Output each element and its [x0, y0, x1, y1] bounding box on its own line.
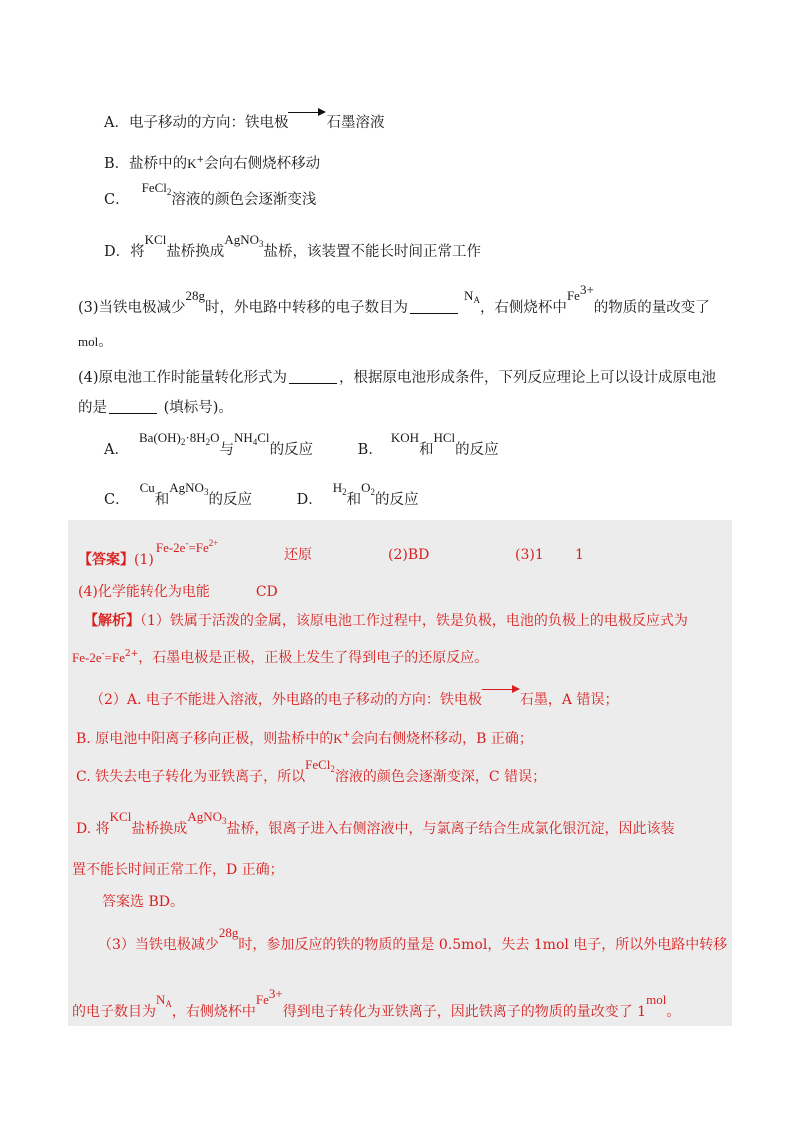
ion-formula: K	[187, 156, 197, 171]
option-letter: C．	[104, 492, 130, 508]
analysis-line-7	[72, 860, 284, 880]
option-d	[104, 232, 481, 266]
ion-formula: K	[333, 731, 343, 746]
option-text: 和	[419, 442, 434, 458]
option-text: 的反应	[269, 442, 314, 458]
chem-formula: HCl	[433, 430, 456, 445]
option-letter: C．	[104, 192, 130, 208]
analysis-text: C. 铁失去电子转化为亚铁离子，所以	[76, 769, 306, 785]
q4-options-cd	[104, 480, 419, 514]
option-text: 会向右侧烧杯移动	[204, 156, 321, 172]
chem-subscript: A	[473, 295, 480, 305]
option-letter: D．	[296, 492, 323, 508]
answer-line-1	[78, 538, 584, 570]
option-text: 的反应	[455, 442, 499, 458]
analysis-line-9	[98, 925, 728, 955]
chem-subscript: 2	[342, 487, 347, 497]
option-b	[104, 150, 320, 174]
chem-subscript: 2	[180, 437, 186, 447]
question-3	[78, 282, 710, 322]
chem-formula: KCl	[109, 809, 132, 824]
chem-formula: FeCl	[141, 180, 167, 195]
chem-formula: FeCl	[305, 757, 331, 772]
analysis-line-1	[84, 611, 688, 631]
option-text: 的反应	[374, 492, 419, 508]
analysis-line-6	[76, 809, 675, 843]
chem-formula: O	[361, 480, 371, 495]
q4-options-ab	[104, 430, 499, 464]
equation: Fe-2e	[72, 650, 102, 665]
question-text: (4)原电池工作时能量转化形式为	[78, 370, 288, 386]
answer-blank[interactable]	[289, 369, 337, 384]
chem-formula: Ba(OH)	[138, 430, 181, 445]
chem-formula: ·8H	[185, 430, 206, 445]
chem-subscript: 2	[330, 764, 335, 774]
option-a	[104, 108, 384, 133]
ion-formula: Fe	[566, 288, 580, 303]
answer-text: (3)1	[515, 547, 544, 563]
chem-formula: Cu	[139, 480, 155, 495]
option-letter: B．	[357, 442, 383, 458]
answer-text: CD	[255, 584, 278, 600]
answer-text: (1)	[134, 552, 154, 568]
analysis-text: 会向右侧烧杯移动，B 正确；	[350, 731, 533, 747]
right-arrow-icon	[288, 108, 326, 124]
analysis-text: （3）当铁电极减少	[98, 937, 219, 953]
option-text: 盐桥换成	[166, 244, 225, 260]
chem-subscript: 2	[370, 487, 375, 497]
analysis-line-10	[72, 986, 681, 1026]
analysis-text: （2）A. 电子不能进入溶液，外电路的电子移动的方向：铁电极	[90, 692, 482, 708]
chem-formula: AgNO	[169, 480, 204, 495]
analysis-text: （1）铁属于活泼的金属，该原电池工作过程中，铁是负极，电池的负极上的电极反应式为	[140, 613, 688, 629]
option-text: 将	[130, 244, 145, 260]
analysis-line-8	[102, 892, 184, 912]
chem-formula: Cl	[257, 430, 270, 445]
avogadro-symbol: N	[156, 992, 166, 1007]
chem-formula: KOH	[390, 430, 419, 445]
chem-subscript: 2	[205, 437, 211, 447]
question-4	[78, 368, 716, 388]
chem-formula: O	[210, 430, 220, 445]
analysis-text: ，右侧烧杯中	[171, 1004, 256, 1020]
question-text: 的是	[78, 400, 107, 416]
answer-tag: 【答案】	[78, 552, 134, 568]
option-text: 和	[154, 492, 170, 508]
question-text: ，根据原电池形成条件，下列反应理论上可以设计成原电池	[339, 370, 717, 386]
punctuation: 。	[666, 1004, 681, 1020]
equation: =Fe	[104, 650, 125, 665]
question-3-unit-line	[78, 332, 113, 352]
question-text: 时，外电路中转移的电子数目为	[205, 300, 409, 316]
analysis-text: 盐桥换成	[131, 821, 188, 837]
chem-subscript: 3	[258, 239, 264, 249]
mass-value: 28g	[218, 925, 239, 940]
right-arrow-icon	[482, 685, 520, 701]
chem-subscript: A	[165, 999, 172, 1009]
analysis-text: 溶液的颜色会逐渐变深，C 错误；	[334, 769, 547, 785]
chem-subscript: 4	[252, 437, 258, 447]
analysis-text: 盐桥，银离子进入右侧溶液中，与氯离子结合生成氯化银沉淀，因此该装	[226, 821, 675, 837]
charge: -	[185, 538, 189, 548]
punctuation: 。	[98, 334, 113, 350]
unit-label: mol	[646, 992, 667, 1007]
equation: Fe-2e	[155, 540, 186, 555]
option-text: 与	[219, 442, 234, 458]
answer-text: 1	[575, 547, 584, 563]
answer-line-2	[78, 582, 278, 602]
option-letter: D．	[104, 244, 131, 260]
chem-subscript: 3	[221, 816, 227, 826]
analysis-line-3	[90, 685, 618, 710]
mass-value: 28g	[185, 288, 206, 303]
charge: 3+	[268, 986, 283, 1001]
charge: -	[101, 649, 105, 659]
ion-charge: +	[196, 155, 205, 165]
ion-charge: 3+	[579, 282, 594, 297]
charge: +	[342, 730, 351, 740]
chem-formula: H	[332, 480, 343, 495]
analysis-text: B. 原电池中阳离子移向正极，则盐桥中的	[76, 731, 334, 747]
question-4-line2	[78, 398, 233, 418]
option-c	[104, 180, 317, 214]
option-text: 溶液的颜色会逐渐变浅	[171, 192, 317, 208]
analysis-line-4	[76, 725, 533, 749]
analysis-text: 的电子数目为	[72, 1004, 156, 1020]
chem-formula: KCl	[144, 232, 167, 247]
analysis-text: D. 将	[76, 821, 110, 837]
chem-subscript: 2	[166, 187, 172, 197]
chem-subscript: 3	[203, 487, 209, 497]
chem-formula: NH	[233, 430, 253, 445]
question-text: ，右侧烧杯中	[479, 300, 567, 316]
analysis-text: 时，参加反应的铁的物质的量是 0.5mol，失去 1mol 电子，所以外电路中转移	[238, 937, 728, 953]
answer-text: (4)化学能转化为电能	[78, 584, 210, 600]
option-text: 石墨溶液	[326, 115, 385, 131]
question-text: 的物质的量改变了	[593, 300, 710, 316]
option-text: 的反应	[208, 492, 252, 508]
answer-text: (2)BD	[388, 547, 430, 563]
chem-formula: AgNO	[187, 809, 222, 824]
option-text: 盐桥，该装置不能长时间正常工作	[263, 244, 481, 260]
charge: 2+	[125, 649, 139, 659]
unit-label: mol	[78, 334, 99, 349]
analysis-text: 置不能长时间正常工作，D 正确；	[72, 862, 284, 878]
analysis-text: 得到电子转化为亚铁离子，因此铁离子的物质的量改变了 1	[282, 1004, 647, 1020]
avogadro-symbol: N	[464, 288, 474, 303]
charge: 2+	[208, 538, 219, 548]
answer-text: 还原	[284, 547, 312, 563]
analysis-tag: 【解析】	[84, 613, 140, 629]
option-letter: B．	[104, 156, 130, 172]
option-text: 和	[346, 492, 362, 508]
analysis-text: 石墨，A 错误；	[519, 692, 619, 708]
option-text: 盐桥中的	[129, 156, 188, 172]
answer-blank[interactable]	[410, 299, 458, 314]
equation: =Fe	[188, 540, 209, 555]
option-text: 电子移动的方向：铁电极	[128, 115, 289, 131]
analysis-line-2	[72, 644, 488, 668]
analysis-line-5	[76, 757, 547, 791]
analysis-text: 答案选 BD。	[102, 894, 184, 910]
question-text: (3)当铁电极减少	[78, 300, 186, 316]
answer-blank[interactable]	[109, 399, 157, 414]
analysis-text: ，石墨电极是正极，正极上发生了得到电子的还原反应。	[138, 650, 489, 666]
option-letter: A．	[104, 442, 129, 458]
chem-formula: AgNO	[224, 232, 259, 247]
ion-formula: Fe	[255, 992, 269, 1007]
option-letter: A．	[104, 115, 129, 131]
question-text: (填标号)。	[163, 400, 233, 416]
